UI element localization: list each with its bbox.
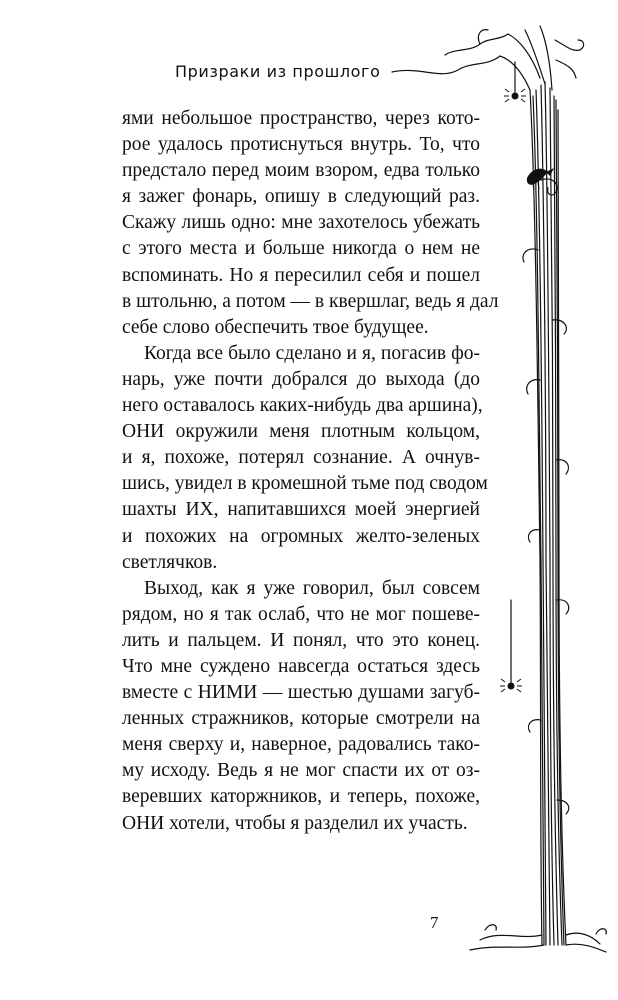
- text-line: я зажег фонарь, опишу в следующий раз.: [122, 186, 480, 208]
- text-line: с этого места и больше никогда о нем не: [122, 238, 480, 260]
- text-line: рядом, но я так ослаб, что не мог пошеве-: [122, 603, 480, 625]
- text-line: му исходу. Ведь я не мог спасти их от оз-: [122, 760, 480, 782]
- text-line: вспоминать. Но я пересилил себя и пошел: [122, 264, 480, 286]
- text-line: предстало перед моим взором, едва только: [122, 160, 480, 182]
- text-line: нарь, уже почти добрался до выхода (до: [122, 368, 480, 390]
- text-line: шахты ИХ, напитавшихся моей энергией: [122, 499, 480, 521]
- text-line: шись, увидел в кромешной тьме под сводом: [122, 473, 488, 495]
- text-line: Когда все было сделано и я, погасив фо-: [144, 342, 480, 364]
- text-line: и похожих на огромных желто-зеленых: [122, 525, 480, 547]
- text-line: светлячков.: [122, 551, 218, 573]
- text-line: ОНИ хотели, чтобы я разделил их участь.: [122, 812, 468, 834]
- branch-top-icon: [392, 56, 500, 74]
- running-title: Призраки из прошлого: [175, 62, 381, 81]
- page-number: 7: [430, 913, 439, 932]
- text-line: себе слово обеспечить твое будущее.: [122, 316, 429, 338]
- text-line: ями небольшое пространство, через кото-: [122, 108, 480, 129]
- text-line: и я, похоже, потерял сознание. А очнув-: [122, 447, 480, 469]
- text-line: ленных стражников, которые смотрели на: [122, 708, 480, 730]
- text-line: рое удалось протиснуться внутрь. То, что: [122, 134, 480, 156]
- spider-icon: [508, 93, 519, 690]
- text-line: Что мне суждено навсегда остаться здесь: [122, 655, 480, 677]
- root-left-icon: [480, 935, 542, 940]
- text-line: вместе с НИМИ — шестью душами загуб-: [122, 682, 480, 704]
- text-line: Выход, как я уже говорил, был совсем: [144, 577, 480, 599]
- text-line: меня сверху и, наверное, радовались тако-: [122, 734, 480, 756]
- text-line: Скажу лишь одно: мне захотелось убежать: [122, 212, 480, 234]
- text-line: ОНИ окружили меня плотным кольцом,: [122, 421, 480, 443]
- text-line: веревших каторжников, и теперь, похоже,: [122, 786, 480, 808]
- text-line: него оставалось каких-нибудь два аршина),: [122, 395, 483, 417]
- text-line: в штольню, а потом — в квершлаг, ведь я дал: [122, 290, 499, 312]
- text-line: лить и пальцем. И понял, что это конец.: [122, 629, 480, 651]
